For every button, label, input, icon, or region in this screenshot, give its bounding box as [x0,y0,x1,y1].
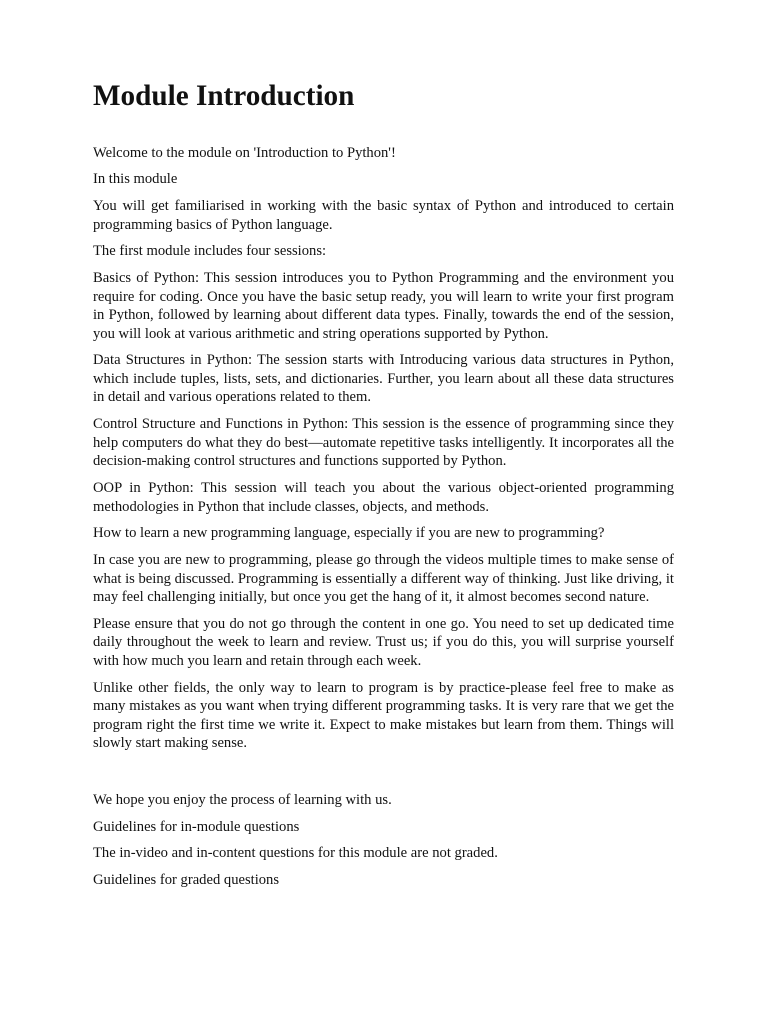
practice-paragraph: Unlike other fields, the only way to learn to program is by practice-please feel free to make as many mistakes as you want when trying different programming tasks. It is very rare that we get the program right the first time we write it. Expect to make mistakes but learn from them. Things will slowly start making sense. [93,679,674,752]
session-basics-paragraph: Basics of Python: This session introduces you to Python Programming and the environment you require for coding. Once you have the basic setup ready, you will learn to write your first program in Python, followed by learning about different data types. Finally, towards the end of the session, you will look at various arithmetic and string operations supported by Python. [93,270,674,342]
sessions-intro-paragraph: The first module includes four sessions: [93,243,327,260]
in-module-guidelines-paragraph: The in-video and in-content questions for this module are not graded. [93,845,498,862]
document-body [93,80,674,890]
in-module-guidelines-heading: Guidelines for in-module questions [93,818,300,835]
in-this-module-paragraph: In this module [93,171,178,188]
welcome-paragraph: Welcome to the module on 'Introduction to Python'! [93,144,396,161]
module-title: Module Introduction [93,80,355,112]
dedicated-time-paragraph: Please ensure that you do not go through the content in one go. You need to set up dedicated time daily throughout the week to learn and review. Trust us; if you do this, you will surprise yourself with how much you learn and retain through each week. [93,615,674,669]
session-data-structures-paragraph: Data Structures in Python: The session starts with Introducing various data structures in Python, which include tuples, lists, sets, and dictionaries. Further, you learn about all these data structures in detail and various operations related to them. [93,352,674,406]
how-to-learn-question: How to learn a new programming language, especially if you are new to programming? [93,525,605,542]
session-oop-paragraph: OOP in Python: This session will teach you about the various object-oriented programming methodologies in Python that include classes, objects, and methods. [93,480,674,515]
overview-paragraph: You will get familiarised in working with the basic syntax of Python and introduced to certain programming basics of Python language. [93,198,674,233]
graded-guidelines-heading: Guidelines for graded questions [93,872,280,889]
new-to-programming-paragraph: In case you are new to programming, please go through the videos multiple times to make sense of what is being discussed. Programming is essentially a different way of thinking. Just like driving, it may feel challenging initially, but once you get the hang of it, it almost becomes second nature. [93,552,674,606]
session-control-structures-paragraph: Control Structure and Functions in Python: This session is the essence of programming since they help computers do what they do best—automate repetitive tasks intelligently. It incorporates all the decision-making control structures and functions supported by Python. [93,416,674,470]
hope-paragraph: We hope you enjoy the process of learning with us. [93,791,392,808]
